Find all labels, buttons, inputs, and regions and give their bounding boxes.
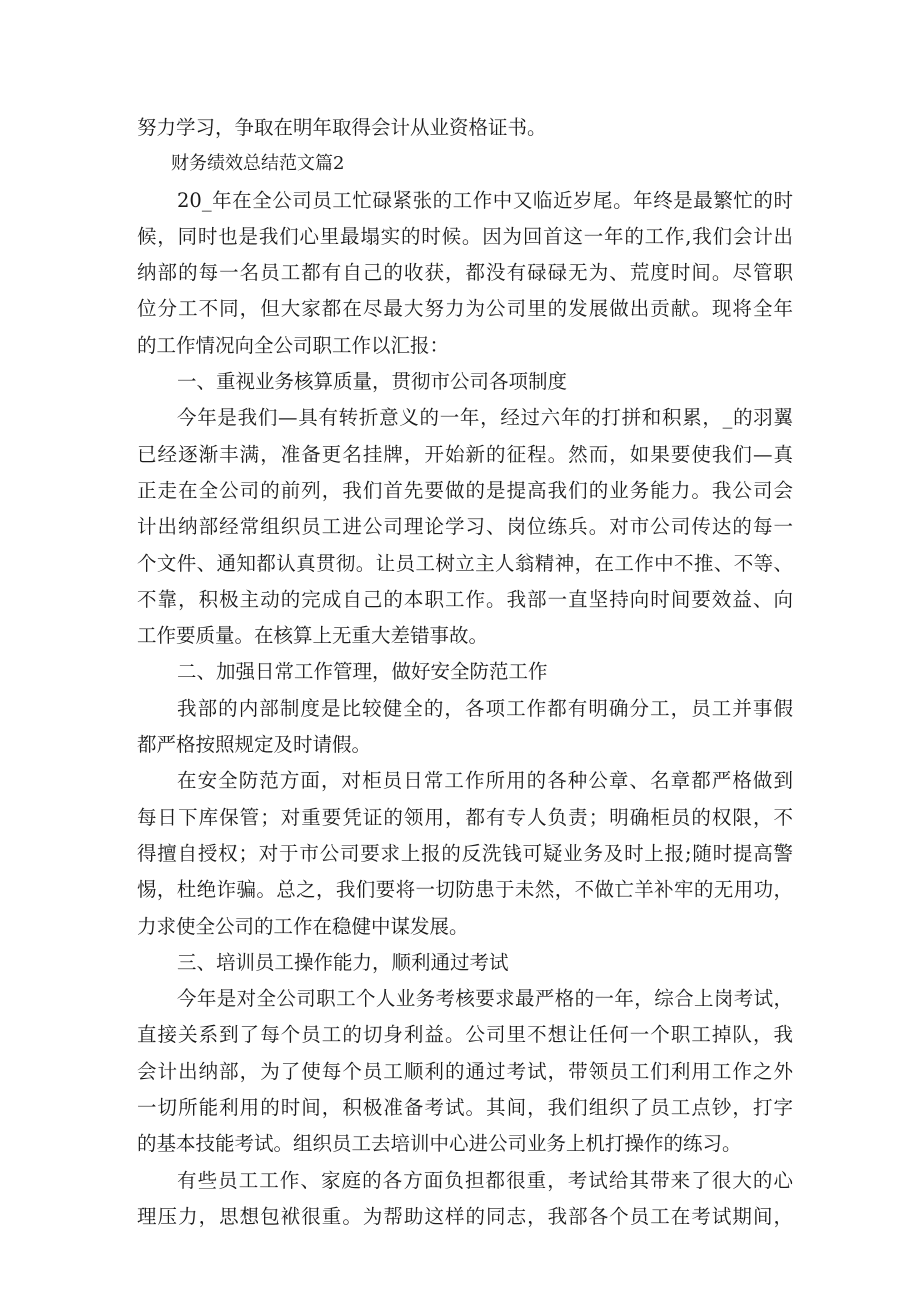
- text-line: 20_年在全公司员工忙碌紧张的工作中又临近岁尾。年终是最繁忙的时: [177, 188, 793, 212]
- section-heading: 三、培训员工操作能力，顺利通过考试: [177, 950, 509, 974]
- text-line: 一切所能利用的时间，积极准备考试。其间，我们组织了员工点钞，打字: [137, 1096, 793, 1120]
- text-line: 会计出纳部，为了使每个员工顺利的通过考试，带领员工们利用工作之外: [137, 1059, 793, 1083]
- text-line: 理压力，思想包袱很重。为帮助这样的同志，我部各个员工在考试期间，: [137, 1204, 793, 1228]
- text-line: 惕，杜绝诈骗。总之，我们要将一切防患于未然，不做亡羊补牢的无用功，: [137, 878, 793, 902]
- text-line: 正走在全公司的前列，我们首先要做的是提高我们的业务能力。我公司会: [137, 478, 793, 502]
- text-line: 的基本技能考试。组织员工去培训中心进公司业务上机打操作的练习。: [137, 1132, 742, 1156]
- section-heading: 一、重视业务核算质量，贯彻市公司各项制度: [177, 370, 568, 394]
- text-line: 个文件、通知都认真贯彻。让员工树立主人翁精神，在工作中不推、不等、: [137, 551, 793, 575]
- text-line: 已经逐渐丰满，准备更名挂牌，开始新的征程。然而，如果要使我们—真: [137, 442, 793, 466]
- text-line: 在安全防范方面，对柜员日常工作所用的各种公章、名章都严格做到: [177, 769, 793, 793]
- text-line: 都严格按照规定及时请假。: [137, 733, 372, 757]
- text-line: 工作要质量。在核算上无重大差错事故。: [137, 624, 489, 648]
- section-title: 财务绩效总结范文篇2: [171, 153, 345, 175]
- text-line: 位分工不同，但大家都在尽最大努力为公司里的发展做出贡献。现将全年: [137, 297, 793, 321]
- text-line: 每日下库保管；对重要凭证的领用，都有专人负责；明确柜员的权限，不: [137, 805, 793, 829]
- text-line: 不靠，积极主动的完成自己的本职工作。我部一直坚持向时间要效益、向: [137, 587, 793, 611]
- text-line: 力求使全公司的工作在稳健中谋发展。: [137, 914, 469, 938]
- text-line: 努力学习，争取在明年取得会计从业资格证书。: [137, 116, 547, 139]
- text-line: 得擅自授权；对于市公司要求上报的反洗钱可疑业务及时上报;随时提高警: [137, 841, 793, 865]
- text-line: 有些员工工作、家庭的各方面负担都很重，考试给其带来了很大的心: [177, 1168, 793, 1192]
- text-line: 直接关系到了每个员工的切身利益。公司里不想让任何一个职工掉队，我: [137, 1023, 793, 1047]
- text-line: 我部的内部制度是比较健全的，各项工作都有明确分工，员工并事假: [177, 696, 793, 720]
- section-heading: 二、加强日常工作管理，做好安全防范工作: [177, 660, 548, 684]
- text-line: 的工作情况向全公司职工作以汇报：: [137, 333, 450, 357]
- text-line: 计出纳部经常组织员工进公司理论学习、岗位练兵。对市公司传达的每一: [137, 515, 793, 539]
- text-line: 今年是我们—具有转折意义的一年，经过六年的打拼和积累，_的羽翼: [177, 406, 793, 430]
- document-body: [137, 110, 793, 1235]
- text-line: 纳部的每一名员工都有自己的收获，都没有碌碌无为、荒度时间。尽管职: [137, 261, 793, 285]
- text-line: 今年是对全公司职工个人业务考核要求最严格的一年，综合上岗考试，: [177, 987, 793, 1011]
- text-line: 候，同时也是我们心里最塌实的时候。因为回首这一年的工作,我们会计出: [137, 224, 793, 248]
